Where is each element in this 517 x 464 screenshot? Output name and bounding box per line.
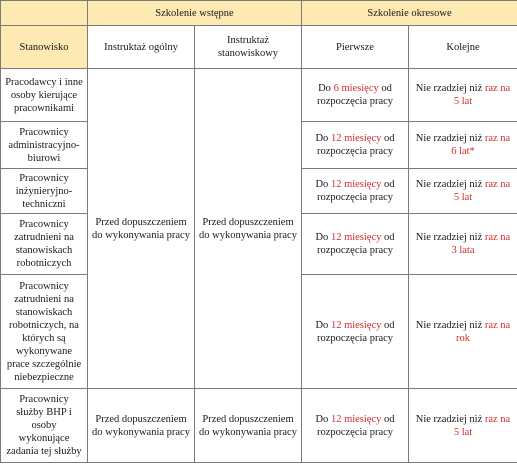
first-training-cell: Do 12 miesięcy od rozpoczęcia pracy <box>302 214 409 275</box>
header-next: Kolejne <box>409 26 517 69</box>
general-instruction-cell: Przed dopuszczeniem do wykonywania pracy <box>88 69 195 389</box>
next-training-cell: Nie rzadziej niż raz na rok <box>409 275 517 389</box>
next-training-cell: Nie rzadziej niż raz na 3 lata <box>409 214 517 275</box>
header-first: Pierwsze <box>302 26 409 69</box>
workstation-instruction-cell: Przed dopuszczeniem do wykonywania pracy <box>195 389 302 463</box>
header-blank-cell <box>1 1 88 26</box>
next-training-cell: Nie rzadziej niż raz na 6 lat* <box>409 122 517 169</box>
header-columns-row <box>1 26 517 69</box>
position-cell: Pracownicy zatrudnieni na stanowiskach robotniczych <box>1 214 88 275</box>
header-group-row <box>1 1 517 26</box>
position-cell: Pracownicy zatrudnieni na stanowiskach robotniczych, na których są wykonywane prace szczególnie niebezpieczne <box>1 275 88 389</box>
header-position: Stanowisko <box>1 26 88 69</box>
position-cell: Pracownicy administracyjno-biurowi <box>1 122 88 169</box>
table-row <box>1 389 517 463</box>
header-periodic-training: Szkolenie okresowe <box>302 1 517 26</box>
position-cell: Pracodawcy i inne osoby kierujące pracownikami <box>1 69 88 122</box>
first-training-cell: Do 12 miesięcy od rozpoczęcia pracy <box>302 169 409 214</box>
first-training-cell: Do 12 miesięcy od rozpoczęcia pracy <box>302 275 409 389</box>
table-row <box>1 69 517 122</box>
first-training-cell: Do 12 miesięcy od rozpoczęcia pracy <box>302 389 409 463</box>
first-training-cell: Do 12 miesięcy od rozpoczęcia pracy <box>302 122 409 169</box>
header-initial-training: Szkolenie wstępne <box>88 1 302 26</box>
header-general-instruction: Instruktaż ogólny <box>88 26 195 69</box>
first-training-cell: Do 6 miesięcy od rozpoczęcia pracy <box>302 69 409 122</box>
position-cell: Pracownicy inżynieryjno-techniczni <box>1 169 88 214</box>
next-training-cell: Nie rzadziej niż raz na 5 lat <box>409 169 517 214</box>
workstation-instruction-cell: Przed dopuszczeniem do wykonywania pracy <box>195 69 302 389</box>
next-training-cell: Nie rzadziej niż raz na 5 lat <box>409 69 517 122</box>
position-cell: Pracownicy służby BHP i osoby wykonujące zadania tej służby <box>1 389 88 463</box>
next-training-cell: Nie rzadziej niż raz na 5 lat <box>409 389 517 463</box>
general-instruction-cell: Przed dopuszczeniem do wykonywania pracy <box>88 389 195 463</box>
header-workstation-instruction: Instruktaż stanowiskowy <box>195 26 302 69</box>
